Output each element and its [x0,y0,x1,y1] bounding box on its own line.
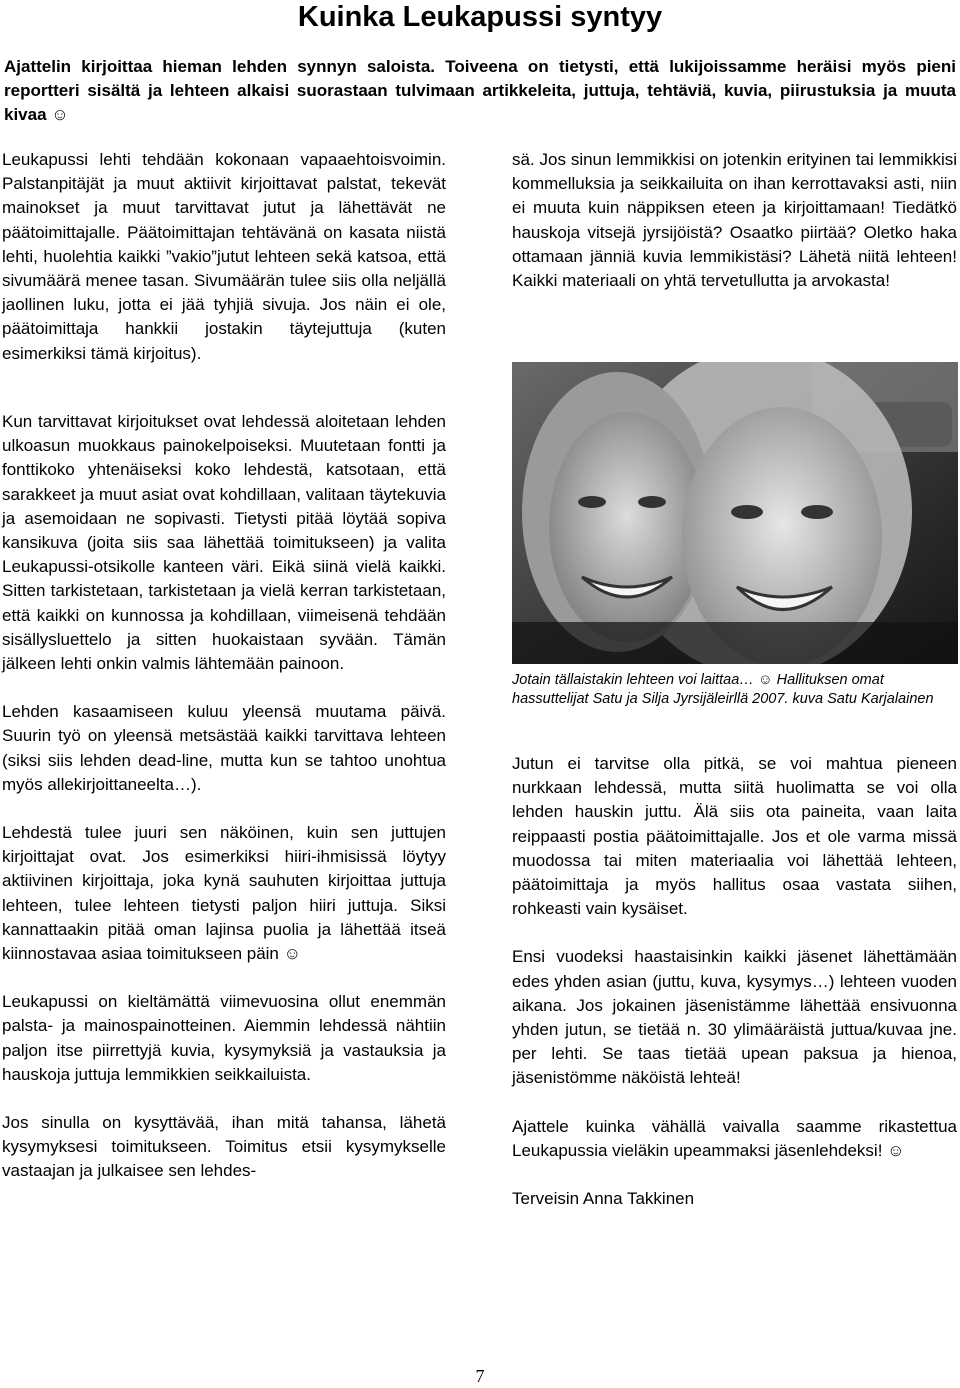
paragraph: Ajattele kuinka vähällä vaivalla saamme rikastettua Leukapussia vieläkin upeammaksi jäsenlehdeksi! ☺ [512,1116,957,1160]
paragraph: Lehden kasaamiseen kuluu yleensä muutama päivä. Suurin työ on yleensä metsästää kaikki tarvittava lehteen (siksi siis lehden dead-line, mutta kun se tahtoo unohtua myös allekirjoittaneelta…). [2,702,446,794]
left-column [2,148,446,366]
signature: Terveisin Anna Takkinen [512,1189,695,1209]
paragraph: Leukapussi on kieltämättä viimevuosina ollut enemmän palsta- ja mainospainotteinen. Aiemmin lehdessä nähtiin paljon itse piirrettyjä kuvia, kysymyksiä ja vastauksia ja hauskoja juttuja lemmikkien seikkailuista. [2,992,446,1084]
photo-image [512,362,958,664]
left-column-lower [2,410,446,1208]
page-number: 7 [475,1366,485,1386]
article-title: Kuinka Leukapussi syntyy [297,1,663,33]
right-column-bottom [512,752,957,1235]
paragraph: Kun tarvittavat kirjoitukset ovat lehdessä aloitetaan lehden ulkoasun muokkaus painokelpoiseksi. Muutetaan fontti ja fonttikoko yhtenäiseksi koko lehdestä, katsotaan, että sarakkeet ja muut asiat ovat kohdillaan, valitaan täytekuvia ja asemoidaan ne sopivasti. Tietysti pitää löytää sopiva kansikuva (joita siis saa lähettää toimitukseen) ja valita Leukapussi-otsikolle kanteen väri. Eikä siinä vielä kaikki. Sitten tarkistetaan, tarkistetaan ja vielä kerran tarkistetaan, että kaikki on kunnossa ja kohdillaan, viimeisenä tehdään sisällysluettelo ja sitten huokaistaan syvään. Tämän jälkeen lehti onkin valmis lähtemään painoon. [2,412,446,674]
paragraph-continued: sä. Jos sinun lemmikkisi on jotenkin erityinen tai lemmikkisi kommelluksia ja seikkailuita on ihan kerrottavaksi asti, niin ei muuta kuin näppiksen eteen ja kirjoittamaan! Tiedätkö hauskoja vitsejä jyrsijöistä? Osaatko piirtää? Oletko haka ottamaan jänniä kuvia lemmikistäsi? Lähetä niitä lehteen! Kaikki materiaali on yhtä tervetullutta ja arvokasta! [512,150,957,291]
right-column-top [512,148,957,317]
paragraph: Ensi vuodeksi haastaisinkin kaikki jäsenet lähettämään edes yhden asian (juttu, kuva, kysymys…) lehteen vuoden aikana. Jos jokainen jäsenistämme lähettää ensivuonna yhden jutun, se tietää n. 30 ylimääräistä juttua/kuvaa jne. per lehti. Se taas tietää upean paksua ja hienoa, jäsenistömme näköistä lehteä! [512,947,957,1088]
paragraph: Jutun ei tarvitse olla pitkä, se voi mahtua pieneen nurkkaan lehdessä, mutta siitä huolimatta se voi olla lehden hauskin juttu. Älä siis ota paineita, vaan laita reippaasti postia päätoimittajalle. Jos et ole varma missä muodossa tai miten materiaalia voi lähettää lehteen, päätoimittaja ja myös hallitus osaa vastata siihen, rohkeasti vain kysäiset. [512,754,957,919]
paragraph: Lehdestä tulee juuri sen näköinen, kuin sen juttujen kirjoittajat ovat. Jos esimerkiksi hiiri-ihmisissä löytyy aktiivinen kirjoittaja, joka kynä sauhuten kirjoittaa juttuja lehteen, tulee lehteen tietysti paljon hiiri juttuja. Siksi kannattaakin pitää oman lajinsa puolia ja lähettää itseä kiinnostavaa asiaa toimitukseen päin ☺ [2,823,446,964]
paragraph: Jos sinulla on kysyttävää, ihan mitä tahansa, lähetä kysymyksesi toimitukseen. Toimitus etsii kysymykselle vastaajan ja julkaisee sen lehdes- [2,1113,446,1181]
paragraph: Leukapussi lehti tehdään kokonaan vapaaehtoisvoimin. Palstanpitäjät ja muut aktiivit kirjoittavat palstat, tekevät mainokset ja muut tarvittavat jutut ja lähettävät ne päätoimittajalle. Päätoimittajan tehtävänä on kasata niistä lehti, huolehtia kaikki ”vakio”jutut lehteen sekä katsoa, että sivumäärä menee tasan. Sivumäärän tulee siis olla neljällä jaollinen luku, jotta ei jää tyhjiä sivuja. Jos näin ei ole, päätoimittaja hankkii jostakin täytejuttuja (kuten esimerkiksi tämä kirjoitus). [2,150,446,363]
intro-paragraph: Ajattelin kirjoittaa hieman lehden synnyn saloista. Toiveena on tietysti, että lukijoissamme heräisi myös pieni reportteri sisältä ja lehteen alkaisi suorastaan tulvimaan artikkeleita, juttuja, tehtäviä, kuvia, piirustuksia ja muuta kivaa ☺ [4,57,956,124]
photo-two-smiling-women [512,362,958,664]
photo-caption: Jotain tällaistakin lehteen voi laittaa… ☺ Hallituksen omat hassuttelijat Satu ja Silja Jyrsijäleirllä 2007. kuva Satu Karjalainen [512,672,934,707]
